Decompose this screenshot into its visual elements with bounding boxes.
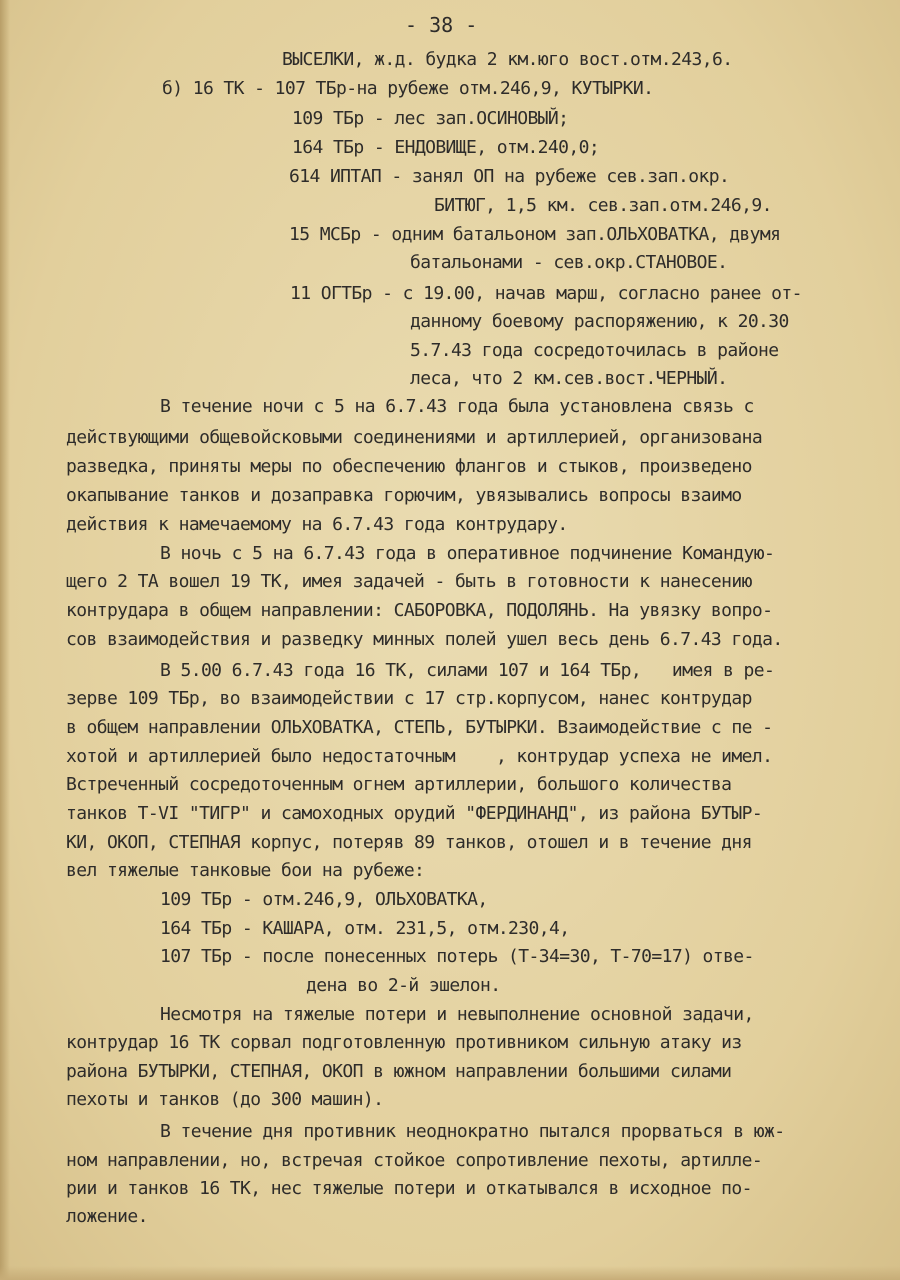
text-line: контрудар 16 ТК сорвал подготовленную противником сильную атаку из <box>66 1032 742 1053</box>
text-line: рии и танков 16 ТК, нес тяжелые потери и откатывался в исходное по- <box>66 1178 752 1199</box>
text-line: Встреченный сосредоточенным огнем артиллерии, большого количества <box>66 774 732 795</box>
text-line: сов взаимодействия и разведку минных полей ушел весь день 6.7.43 года. <box>66 629 783 650</box>
text-line: данному боевому распоряжению, к 20.30 <box>410 311 789 332</box>
text-line: В ночь с 5 на 6.7.43 года в оперативное подчинение Командую- <box>160 543 775 564</box>
text-line: 5.7.43 года сосредоточилась в районе <box>410 340 779 361</box>
text-line: пехоты и танков (до 300 машин). <box>66 1089 384 1110</box>
text-line: В 5.00 6.7.43 года 16 ТК, силами 107 и 164 ТБр, имея в ре- <box>160 660 775 681</box>
text-line: БИТЮГ, 1,5 км. сев.зап.отм.246,9. <box>434 195 772 216</box>
page-number: - 38 - <box>405 13 478 37</box>
text-line: 164 ТБр - КАШАРА, отм. 231,5, отм.230,4, <box>160 918 570 939</box>
text-line: В течение дня противник неоднократно пытался прорваться в юж- <box>160 1121 785 1142</box>
text-line: 164 ТБр - ЕНДОВИЩЕ, отм.240,0; <box>292 137 600 158</box>
text-line: 11 ОГТБр - с 19.00, начав марш, согласно ранее от- <box>290 283 802 304</box>
text-line: батальонами - сев.окр.СТАНОВОЕ. <box>410 252 728 273</box>
text-line: 107 ТБр - после понесенных потерь (Т-34=30, Т-70=17) отве- <box>160 946 754 967</box>
text-line: ВЫСЕЛКИ, ж.д. будка 2 км.юго вост.отм.243,6. <box>282 49 733 70</box>
page-edge-shadow <box>0 0 10 1280</box>
text-line: зерве 109 ТБр, во взаимодействии с 17 стр.корпусом, нанес контрудар <box>66 688 752 709</box>
text-line: разведка, приняты меры по обеспечению флангов и стыков, произведено <box>66 456 752 477</box>
text-line: леса, что 2 км.сев.вост.ЧЕРНЫЙ. <box>410 368 728 389</box>
text-line: ном направлении, но, встречая стойкое сопротивление пехоты, артилле- <box>66 1150 763 1171</box>
text-line: ложение. <box>66 1206 148 1227</box>
text-line: контрудара в общем направлении: САБОРОВКА, ПОДОЛЯНЬ. На увязку вопро- <box>66 600 773 621</box>
text-line: 614 ИПТАП - занял ОП на рубеже сев.зап.окр. <box>289 166 730 187</box>
page-bottom-shadow <box>0 1266 900 1280</box>
text-line: окапывание танков и дозаправка горючим, увязывались вопросы взаимо <box>66 485 742 506</box>
text-line: танков Т-VI "ТИГР" и самоходных орудий "ФЕРДИНАНД", из района БУТЫР- <box>66 803 763 824</box>
text-line: 109 ТБр - отм.246,9, ОЛЬХОВАТКА, <box>160 889 488 910</box>
text-line: в общем направлении ОЛЬХОВАТКА, СТЕПЬ, БУТЫРКИ. Взаимодействие с пе - <box>66 717 773 738</box>
text-line: б) 16 ТК - 107 ТБр-на рубеже отм.246,9, КУТЫРКИ. <box>162 78 654 99</box>
text-line: района БУТЫРКИ, СТЕПНАЯ, ОКОП в южном направлении большими силами <box>66 1061 732 1082</box>
text-line: КИ, ОКОП, СТЕПНАЯ корпус, потеряв 89 танков, отошел и в течение дня <box>66 832 752 853</box>
text-line: действия к намечаемому на 6.7.43 года контрудару. <box>66 514 568 535</box>
text-line: действующими общевойсковыми соединениями и артиллерией, организована <box>66 427 763 448</box>
text-line: щего 2 ТА вошел 19 ТК, имея задачей - быть в готовности к нанесению <box>66 571 752 592</box>
text-line: В течение ночи с 5 на 6.7.43 года была установлена связь с <box>160 396 754 417</box>
text-line: Несмотря на тяжелые потери и невыполнение основной задачи, <box>160 1004 754 1025</box>
text-line: дена во 2-й эшелон. <box>306 975 501 996</box>
text-line: 15 МСБр - одним батальоном зап.ОЛЬХОВАТКА, двумя <box>289 224 781 245</box>
text-line: 109 ТБр - лес зап.ОСИНОВЫЙ; <box>292 108 569 129</box>
text-line: вел тяжелые танковые бои на рубеже: <box>66 860 425 881</box>
text-line: хотой и артиллерией было недостаточным , контрудар успеха не имел. <box>66 746 773 767</box>
